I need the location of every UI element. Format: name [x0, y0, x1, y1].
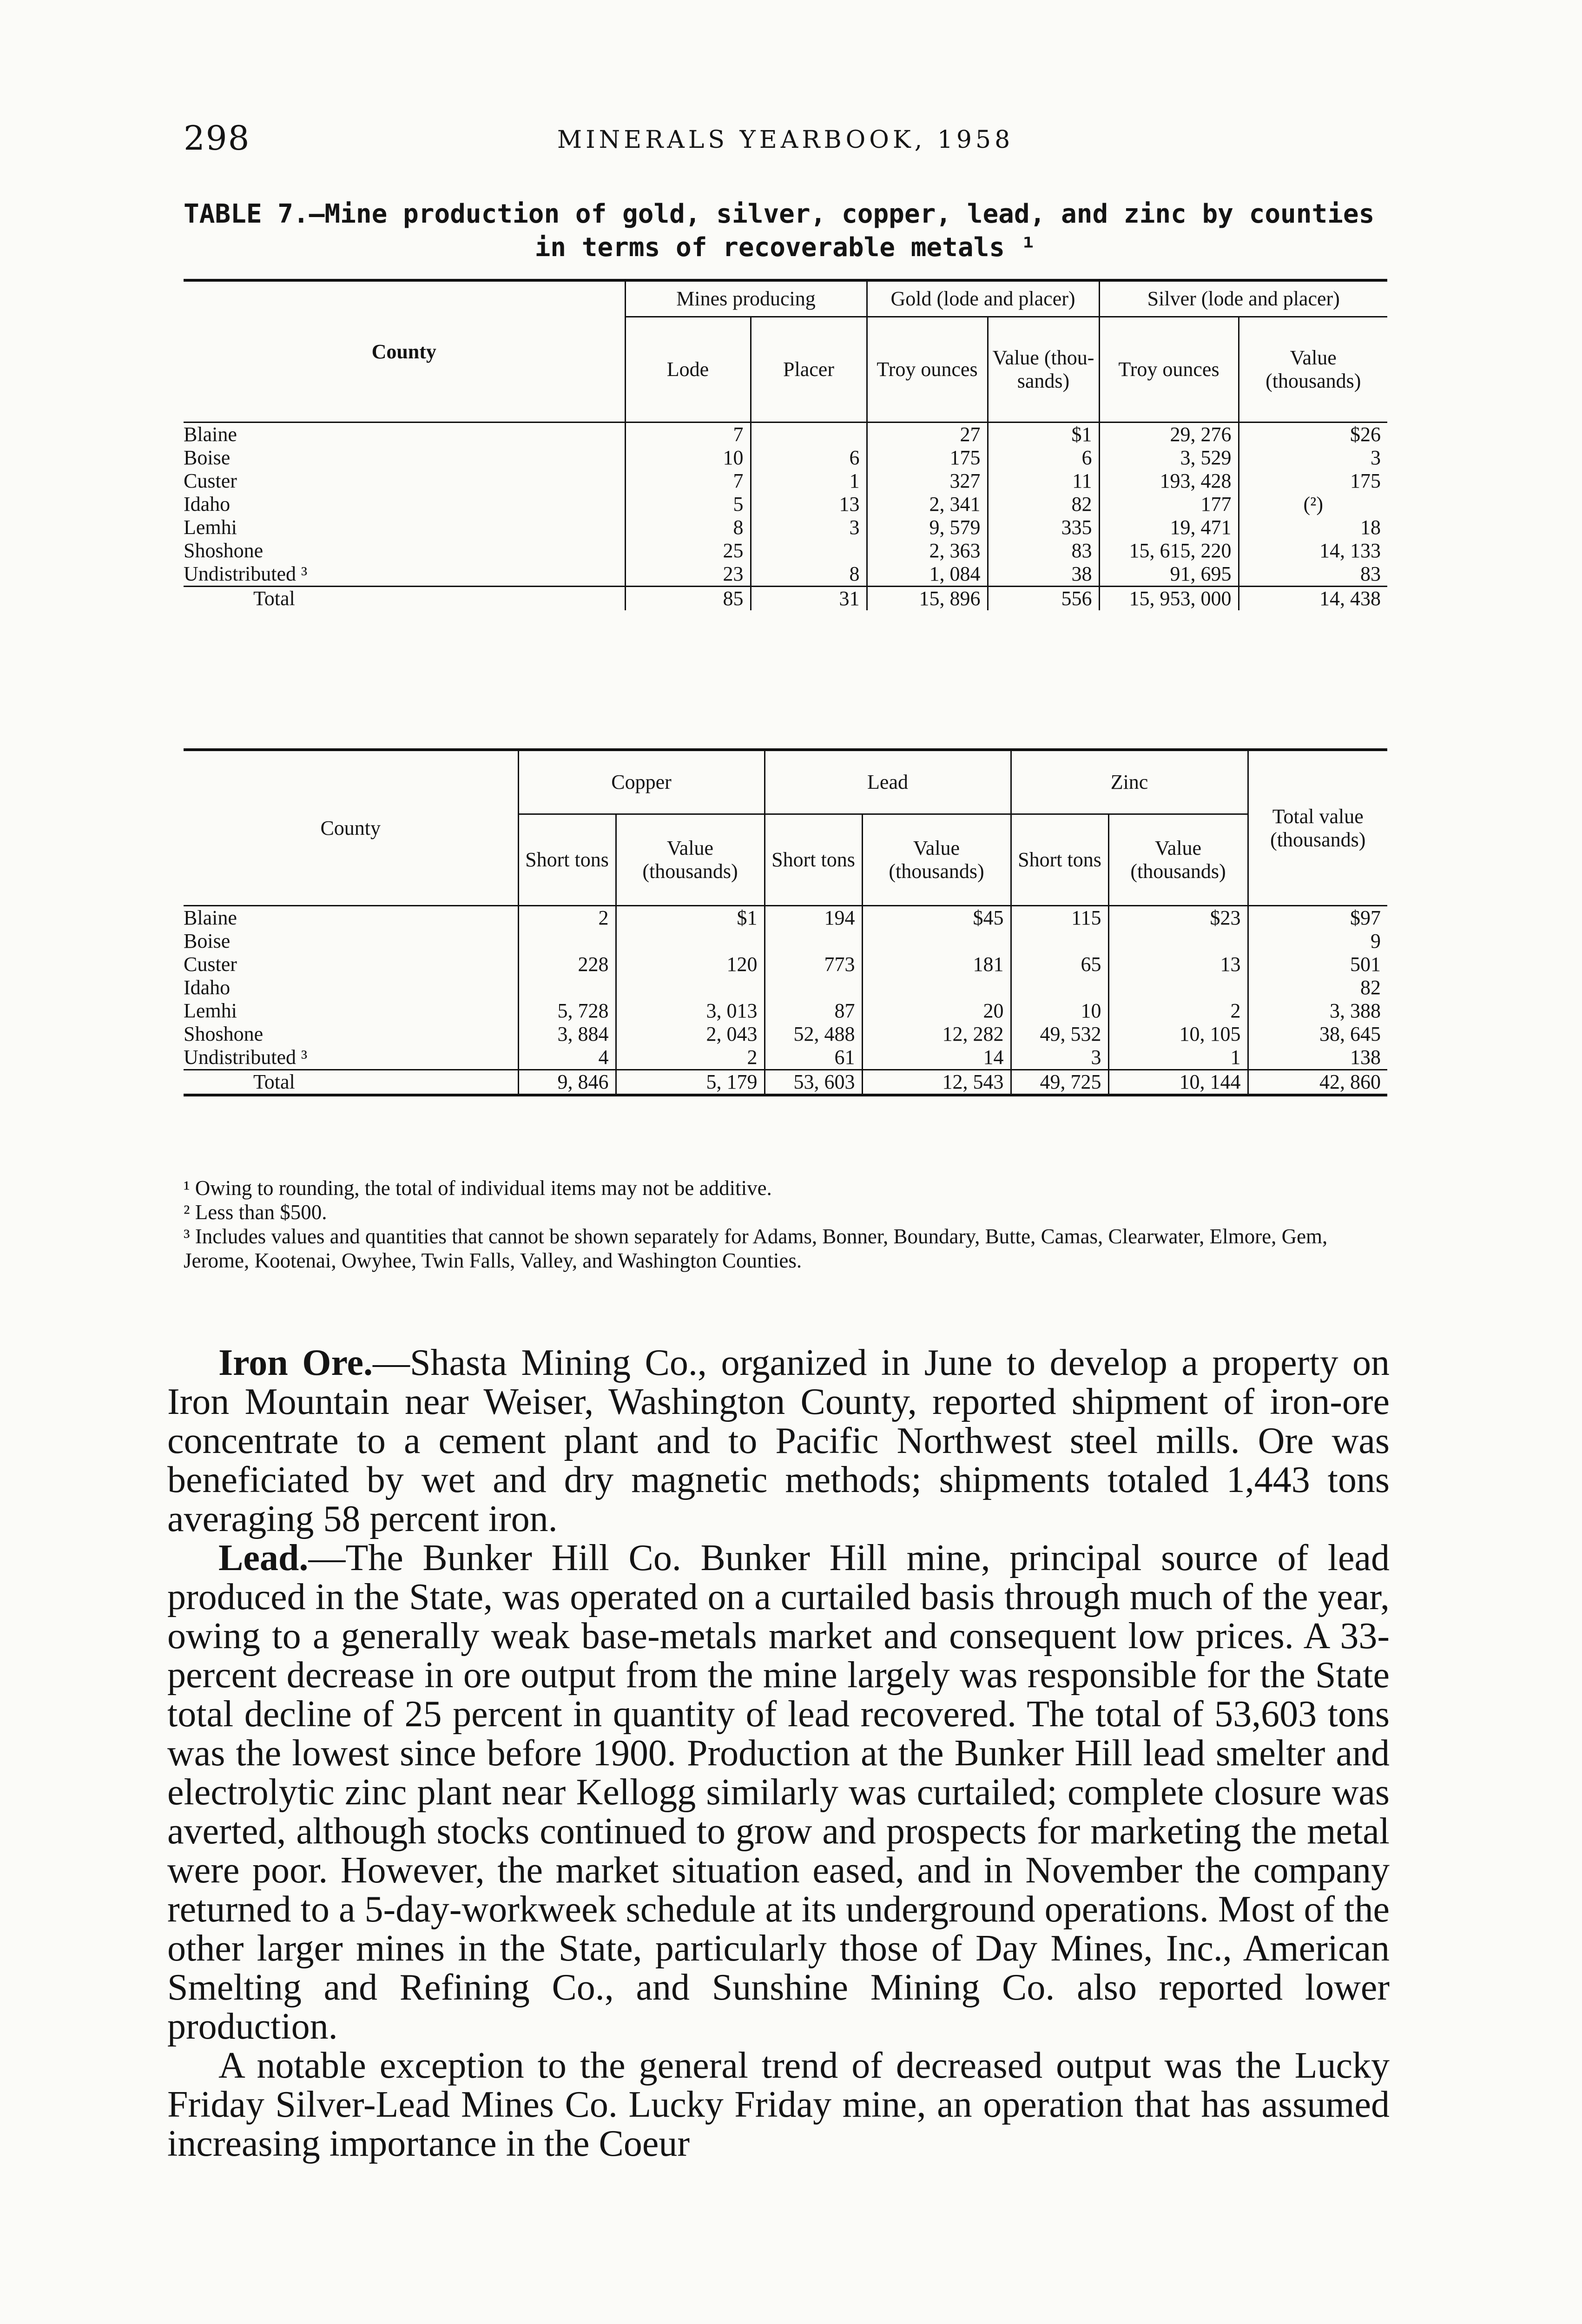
cell-silver-value: 175: [1239, 469, 1387, 493]
running-head: MINERALS YEARBOOK, 1958: [557, 126, 1014, 154]
cell-lead-tons: [765, 976, 862, 999]
cell-lead-value: 181: [862, 953, 1011, 976]
cell-lead-tons: 53, 603: [765, 1070, 862, 1096]
sub-lead-tons: Short tons: [765, 814, 862, 906]
footnote-1: ¹ Owing to rounding, the total of individual items may not be additive.: [184, 1176, 772, 1200]
sub-zinc-tons: Short tons: [1011, 814, 1108, 906]
paragraph-lucky-friday: A notable exception to the general trend of decreased output was the Lucky Friday Silver-Lead Mines Co. Lucky Friday mine, an operation that has assumed increasing importance in the Coeur: [167, 2045, 1390, 2164]
cell-lead-value: [862, 976, 1011, 999]
cell-placer: 31: [751, 587, 867, 611]
cell-copper-value: [616, 930, 765, 953]
group-zinc: Zinc: [1011, 750, 1248, 814]
cell-lead-value: 14: [862, 1046, 1011, 1070]
cell-county: Idaho: [184, 976, 231, 999]
cell-gold-oz: 1, 084: [867, 562, 988, 587]
cell-lead-tons: 773: [765, 953, 862, 976]
cell-lode: 10: [625, 446, 751, 469]
cell-silver-oz: 15, 953, 000: [1099, 587, 1239, 611]
cell-silver-value: (²): [1239, 493, 1387, 516]
cell-zinc-value: $23: [1108, 906, 1248, 930]
table-row: [184, 1023, 1387, 1046]
cell-gold-oz: 175: [867, 446, 988, 469]
cell-silver-oz: 193, 428: [1099, 469, 1239, 493]
col-county: County: [184, 750, 518, 906]
cell-copper-tons: 228: [518, 953, 616, 976]
cell-silver-oz: 91, 695: [1099, 562, 1239, 587]
sub-gold-troy: Troy ounces: [867, 317, 988, 423]
cell-county: Custer: [184, 953, 237, 976]
cell-placer: 8: [751, 562, 867, 587]
cell-zinc-value: [1108, 930, 1248, 953]
cell-placer: [751, 423, 867, 447]
cell-copper-tons: 5, 728: [518, 999, 616, 1023]
cell-copper-tons: 4: [518, 1046, 616, 1070]
cell-county: Idaho: [184, 493, 231, 515]
group-lead: Lead: [765, 750, 1011, 814]
table-row: [184, 423, 1387, 447]
cell-silver-value: 18: [1239, 516, 1387, 539]
sub-silver-troy: Troy ounces: [1099, 317, 1239, 423]
table-row: [184, 493, 1387, 516]
cell-total-label: Total: [184, 587, 625, 611]
cell-silver-value: 14, 438: [1239, 587, 1387, 611]
cell-silver-value: 3: [1239, 446, 1387, 469]
cell-silver-oz: 3, 529: [1099, 446, 1239, 469]
heading-lead: Lead.: [218, 1538, 309, 1578]
cell-gold-value: 11: [988, 469, 1099, 493]
cell-silver-oz: 177: [1099, 493, 1239, 516]
cell-gold-oz: 15, 896: [867, 587, 988, 611]
col-total-value: Total value (thousands): [1248, 750, 1387, 906]
cell-lode: 7: [625, 423, 751, 447]
cell-gold-oz: 2, 363: [867, 539, 988, 562]
cell-placer: 3: [751, 516, 867, 539]
table-row: [184, 930, 1387, 953]
cell-copper-tons: 2: [518, 906, 616, 930]
sub-lode: Lode: [625, 317, 751, 423]
cell-placer: 1: [751, 469, 867, 493]
paragraph-lead: [167, 1538, 1390, 2046]
cell-zinc-tons: 115: [1011, 906, 1108, 930]
cell-zinc-value: [1108, 976, 1248, 999]
cell-lead-value: [862, 930, 1011, 953]
cell-lead-value: 20: [862, 999, 1011, 1023]
cell-gold-oz: 9, 579: [867, 516, 988, 539]
cell-lode: 7: [625, 469, 751, 493]
col-county: County: [184, 280, 625, 423]
cell-silver-value: 83: [1239, 562, 1387, 587]
table-row: [184, 906, 1387, 930]
footnote-2: ² Less than $500.: [184, 1201, 327, 1224]
cell-copper-tons: 9, 846: [518, 1070, 616, 1096]
cell-total-value: 3, 388: [1248, 999, 1387, 1023]
body-text: [167, 1343, 1390, 2163]
cell-county: Lemhi: [184, 999, 237, 1022]
cell-zinc-tons: 49, 532: [1011, 1023, 1108, 1046]
cell-zinc-tons: 49, 725: [1011, 1070, 1108, 1096]
cell-zinc-tons: [1011, 930, 1108, 953]
cell-copper-tons: [518, 976, 616, 999]
cell-gold-oz: 327: [867, 469, 988, 493]
cell-copper-value: 2: [616, 1046, 765, 1070]
cell-county: Boise: [184, 930, 231, 952]
cell-copper-value: $1: [616, 906, 765, 930]
cell-zinc-value: 13: [1108, 953, 1248, 976]
cell-county: Shoshone: [184, 1023, 264, 1045]
cell-lead-tons: [765, 930, 862, 953]
cell-silver-value: 14, 133: [1239, 539, 1387, 562]
paragraph-iron-ore-text: —Shasta Mining Co., organized in June to develop a property on Iron Mountain near Weiser, Washington County, reported shipment of iron-ore concentrate to a cement plant and to Pacific Northwest steel mills. Ore was beneficiated by wet and dry magnetic methods; shipments totaled 1,443 tons averaging 58 percent iron.: [167, 1342, 1390, 1539]
cell-total-value: 82: [1248, 976, 1387, 999]
table-row: [184, 999, 1387, 1023]
cell-zinc-value: 1: [1108, 1046, 1248, 1070]
cell-county: Blaine: [184, 906, 237, 929]
cell-silver-value: $26: [1239, 423, 1387, 447]
table-row: [184, 562, 1387, 587]
cell-zinc-tons: 65: [1011, 953, 1108, 976]
cell-zinc-value: 10, 105: [1108, 1023, 1248, 1046]
cell-gold-value: 556: [988, 587, 1099, 611]
cell-gold-value: 335: [988, 516, 1099, 539]
cell-copper-tons: 3, 884: [518, 1023, 616, 1046]
cell-lead-tons: 52, 488: [765, 1023, 862, 1046]
cell-gold-value: 83: [988, 539, 1099, 562]
group-silver: Silver (lode and placer): [1099, 280, 1387, 317]
cell-total-label: Total: [184, 1070, 518, 1096]
cell-lode: 85: [625, 587, 751, 611]
cell-gold-value: 6: [988, 446, 1099, 469]
group-copper: Copper: [518, 750, 765, 814]
table-row: [184, 539, 1387, 562]
cell-zinc-tons: [1011, 976, 1108, 999]
sub-gold-value: Value (thou- sands): [988, 317, 1099, 423]
cell-copper-value: 2, 043: [616, 1023, 765, 1046]
cell-copper-value: 3, 013: [616, 999, 765, 1023]
table-row: [184, 469, 1387, 493]
table-row: [184, 976, 1387, 999]
cell-copper-value: [616, 976, 765, 999]
cell-gold-oz: 27: [867, 423, 988, 447]
cell-copper-value: 120: [616, 953, 765, 976]
table-row: [184, 953, 1387, 976]
table-title: [184, 198, 1387, 264]
page-header: [184, 119, 1387, 156]
cell-lode: 8: [625, 516, 751, 539]
cell-lead-tons: 87: [765, 999, 862, 1023]
cell-lode: 23: [625, 562, 751, 587]
sub-silver-value: Value (thousands): [1239, 317, 1387, 423]
heading-iron-ore: Iron Ore.: [218, 1342, 373, 1383]
page-number: 298: [184, 119, 250, 158]
cell-county: Boise: [184, 446, 231, 469]
table-part1: [184, 279, 1387, 610]
cell-zinc-value: 2: [1108, 999, 1248, 1023]
sub-zinc-value: Value (thousands): [1108, 814, 1248, 906]
table-row: [184, 446, 1387, 469]
cell-lead-value: $45: [862, 906, 1011, 930]
paragraph-lead-text: —The Bunker Hill Co. Bunker Hill mine, principal source of lead produced in the State, was operated on a curtailed basis through much of the year, owing to a generally weak base-metals market and consequent low prices. A 33-percent decrease in ore output from the mine largely was responsible for the State total decline of 25 percent in quantity of lead recovered. The total of 53,603 tons was the lowest since before 1900. Production at the Bunker Hill lead smelter and electrolytic zinc plant near Kellogg similarly was curtailed; complete closure was averted, although stocks continued to grow and prospects for marketing the metal were poor. However, the market situation eased, and in November the company returned to a 5-day-workweek schedule at its underground operations. Most of the other larger mines in the State, particularly those of Day Mines, Inc., American Smelting and Refining Co., and Sunshine Mining Co. also reported lower production.: [167, 1538, 1390, 2047]
cell-lode: 5: [625, 493, 751, 516]
cell-zinc-tons: 3: [1011, 1046, 1108, 1070]
cell-county: Shoshone: [184, 539, 264, 562]
table-row: [184, 1046, 1387, 1070]
cell-total-value: 42, 860: [1248, 1070, 1387, 1096]
group-mines-producing: Mines producing: [625, 280, 867, 317]
table-part2: [184, 748, 1387, 1096]
cell-county: Custer: [184, 469, 237, 492]
cell-total-value: 501: [1248, 953, 1387, 976]
table-title-line2: in terms of recoverable metals ¹: [534, 232, 1036, 263]
cell-gold-value: 38: [988, 562, 1099, 587]
cell-county: Lemhi: [184, 516, 237, 539]
table-title-line1: TABLE 7.—Mine production of gold, silver, copper, lead, and zinc by counties: [184, 199, 1375, 229]
cell-lode: 25: [625, 539, 751, 562]
cell-gold-oz: 2, 341: [867, 493, 988, 516]
cell-placer: [751, 539, 867, 562]
sub-placer: Placer: [751, 317, 867, 423]
cell-zinc-tons: 10: [1011, 999, 1108, 1023]
cell-placer: 13: [751, 493, 867, 516]
total-row: [184, 1070, 1387, 1096]
sub-copper-tons: Short tons: [518, 814, 616, 906]
footnote-3: ³ Includes values and quantities that cannot be shown separately for Adams, Bonner, Boundary, Butte, Camas, Clearwater, Elmore, Gem, Jerome, Kootenai, Owyhee, Twin Falls, Valley, and Washington Counties.: [184, 1225, 1328, 1272]
cell-total-value: 38, 645: [1248, 1023, 1387, 1046]
cell-county: Blaine: [184, 423, 237, 446]
cell-total-value: $97: [1248, 906, 1387, 930]
total-row: [184, 587, 1387, 611]
cell-total-value: 9: [1248, 930, 1387, 953]
cell-silver-oz: 15, 615, 220: [1099, 539, 1239, 562]
cell-lead-tons: 61: [765, 1046, 862, 1070]
cell-copper-value: 5, 179: [616, 1070, 765, 1096]
cell-total-value: 138: [1248, 1046, 1387, 1070]
paragraph-iron-ore: [167, 1343, 1390, 1538]
group-gold: Gold (lode and placer): [867, 280, 1099, 317]
cell-placer: 6: [751, 446, 867, 469]
cell-county: Undistributed ³: [184, 1046, 308, 1069]
cell-zinc-value: 10, 144: [1108, 1070, 1248, 1096]
cell-gold-value: 82: [988, 493, 1099, 516]
cell-county: Undistributed ³: [184, 562, 308, 585]
cell-lead-tons: 194: [765, 906, 862, 930]
cell-silver-oz: 29, 276: [1099, 423, 1239, 447]
cell-lead-value: 12, 543: [862, 1070, 1011, 1096]
cell-gold-value: $1: [988, 423, 1099, 447]
cell-silver-oz: 19, 471: [1099, 516, 1239, 539]
sub-lead-value: Value (thousands): [862, 814, 1011, 906]
cell-lead-value: 12, 282: [862, 1023, 1011, 1046]
cell-copper-tons: [518, 930, 616, 953]
table-row: [184, 516, 1387, 539]
sub-copper-value: Value (thousands): [616, 814, 765, 906]
footnotes: [184, 1176, 1387, 1273]
